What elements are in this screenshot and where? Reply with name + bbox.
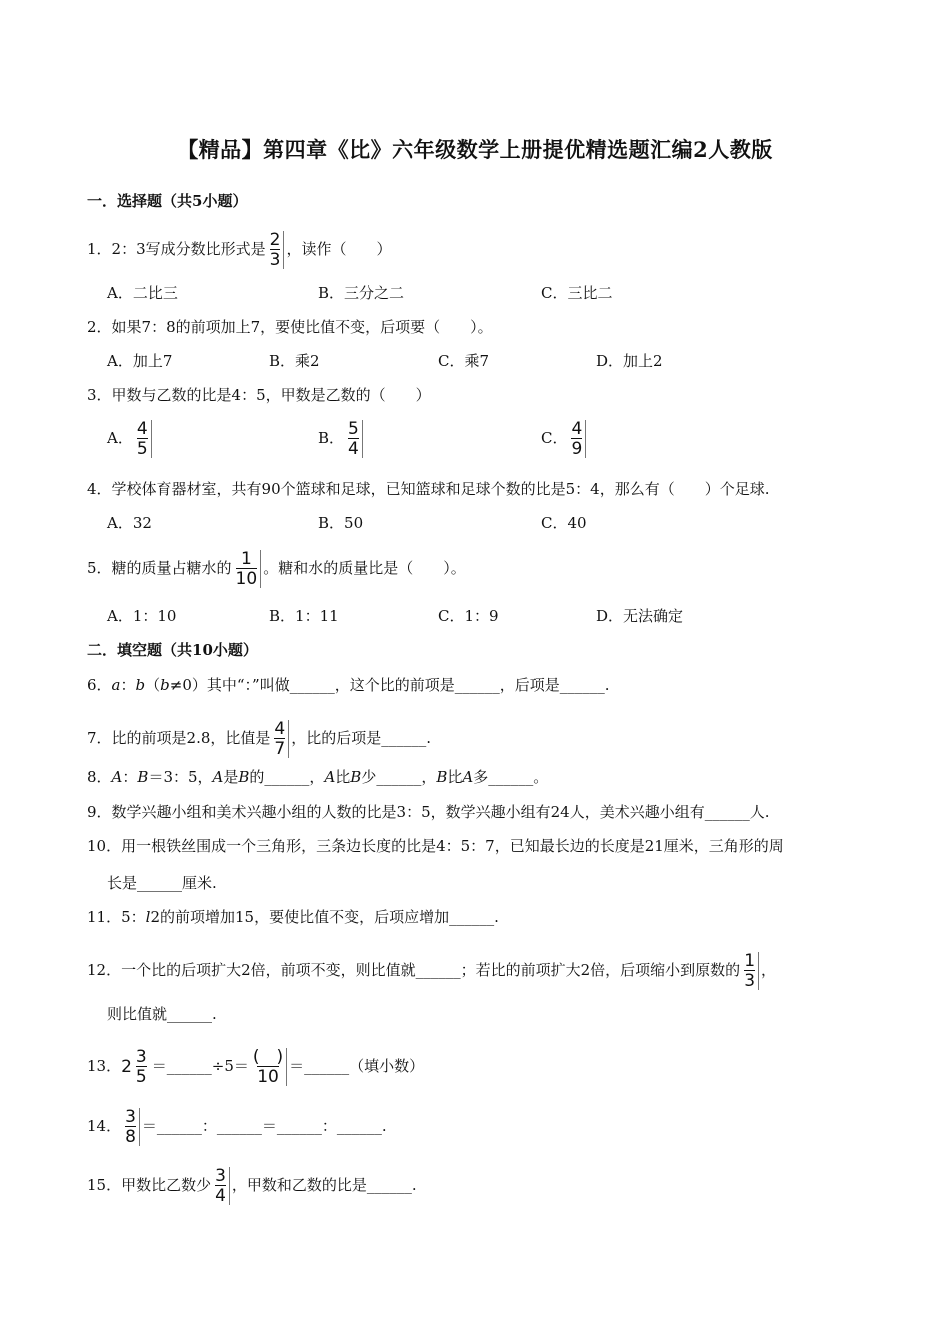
page-title: 【精品】第四章《比》六年级数学上册提优精选题汇编2人教版 — [177, 137, 773, 162]
option-a: A．1：10 — [107, 607, 177, 625]
option-b: B．乘2 — [269, 352, 320, 370]
option-c: C．乘7 — [438, 352, 490, 370]
fraction: $\frac{1}{3}$ — [742, 952, 759, 990]
question-6: 6．a：b（b≠0）其中“：”叫做______，这个比的前项是______，后项是______. — [87, 676, 610, 694]
question-9: 9．数学兴趣小组和美术兴趣小组的人数的比是3：5，数学兴趣小组有24人，美术兴趣小组有______人. — [87, 803, 770, 821]
question-10-cont: 长是______厘米. — [107, 874, 217, 892]
fraction: $\frac{3}{8}$ — [123, 1108, 140, 1146]
question-14: 14． $\frac{3}{8}$ ＝______：______＝______：______. — [87, 1107, 387, 1147]
question-text: ，读作（ ） — [286, 240, 392, 258]
question-15: 15．甲数比乙数少 $\frac{3}{4}$ ，甲数和乙数的比是______. — [87, 1166, 417, 1206]
question-3: 3．甲数与乙数的比是4：5，甲数是乙数的（ ） — [87, 386, 431, 404]
option-a: A． $\frac{4}{5}$ — [107, 420, 154, 458]
question-5: 5．糖的质量占糖水的 $\frac{1}{10}$ 。糖和水的质量比是（ ）。 — [87, 549, 466, 589]
mixed-number: 2 $\frac{3}{5}$ — [121, 1047, 147, 1087]
fraction: $\frac{5}{4}$ — [346, 420, 363, 458]
question-10: 10．用一根铁丝围成一个三角形，三条边长度的比是4：5：7，已知最长边的长度是21厘米，三角形的周 — [87, 837, 784, 855]
question-2: 2．如果7：8的前项加上7，要使比值不变，后项要（ ）。 — [87, 318, 493, 336]
option-c: C．1：9 — [438, 607, 499, 625]
option-c: C． $\frac{4}{9}$ — [541, 420, 588, 458]
question-11: 11．5：l2的前项增加15，要使比值不变，后项应增加______. — [87, 908, 499, 926]
fraction: $\frac{3}{4}$ — [213, 1167, 230, 1205]
fraction: $\frac{4}{5}$ — [135, 420, 152, 458]
question-text: 1．2：3写成分数比形式是 — [87, 240, 266, 258]
section-heading-choice: 一．选择题（共5小题） — [87, 192, 248, 210]
option-d: D．无法确定 — [596, 607, 684, 625]
question-1 — [87, 231, 391, 269]
option-b: B． $\frac{5}{4}$ — [318, 420, 365, 458]
fraction: $\frac{2}{3}$ — [268, 231, 285, 269]
fraction: $\frac{4}{9}$ — [569, 420, 586, 458]
fraction: $\frac{( )}{10}$ — [251, 1048, 287, 1086]
option-c: C．三比二 — [541, 284, 613, 302]
fraction: $\frac{1}{10}$ — [234, 550, 262, 588]
section-heading-fill: 二．填空题（共10小题） — [87, 641, 258, 659]
option-d: D．加上2 — [596, 352, 663, 370]
option-b: B．三分之二 — [318, 284, 405, 302]
option-c: C．40 — [541, 514, 587, 532]
fraction: $\frac{4}{7}$ — [272, 720, 289, 758]
question-8: 8．A：B＝3：5，A是B的______，A比B少______，B比A多______。 — [87, 768, 549, 786]
question-12: 12．一个比的后项扩大2倍，前项不变，则比值就______；若比的前项扩大2倍，后项缩小到原数的 $\frac{1}{3}$ ， — [87, 951, 777, 991]
option-b: B．50 — [318, 514, 364, 532]
question-4: 4．学校体育器材室，共有90个篮球和足球，已知篮球和足球个数的比是5：4，那么有（ ）个足球. — [87, 480, 770, 498]
question-12-cont: 则比值就______. — [107, 1005, 217, 1023]
option-a: A．32 — [107, 514, 152, 532]
option-a: A．加上7 — [107, 352, 173, 370]
option-a: A．二比三 — [107, 284, 178, 302]
option-b: B．1：11 — [269, 607, 339, 625]
question-7: 7．比的前项是2.8，比值是 $\frac{4}{7}$ ，比的后项是______. — [87, 719, 432, 759]
question-13: 13． 2 $\frac{3}{5}$ ＝______÷5＝ $\frac{( )}{10}$ ＝______（填小数） — [87, 1047, 425, 1087]
